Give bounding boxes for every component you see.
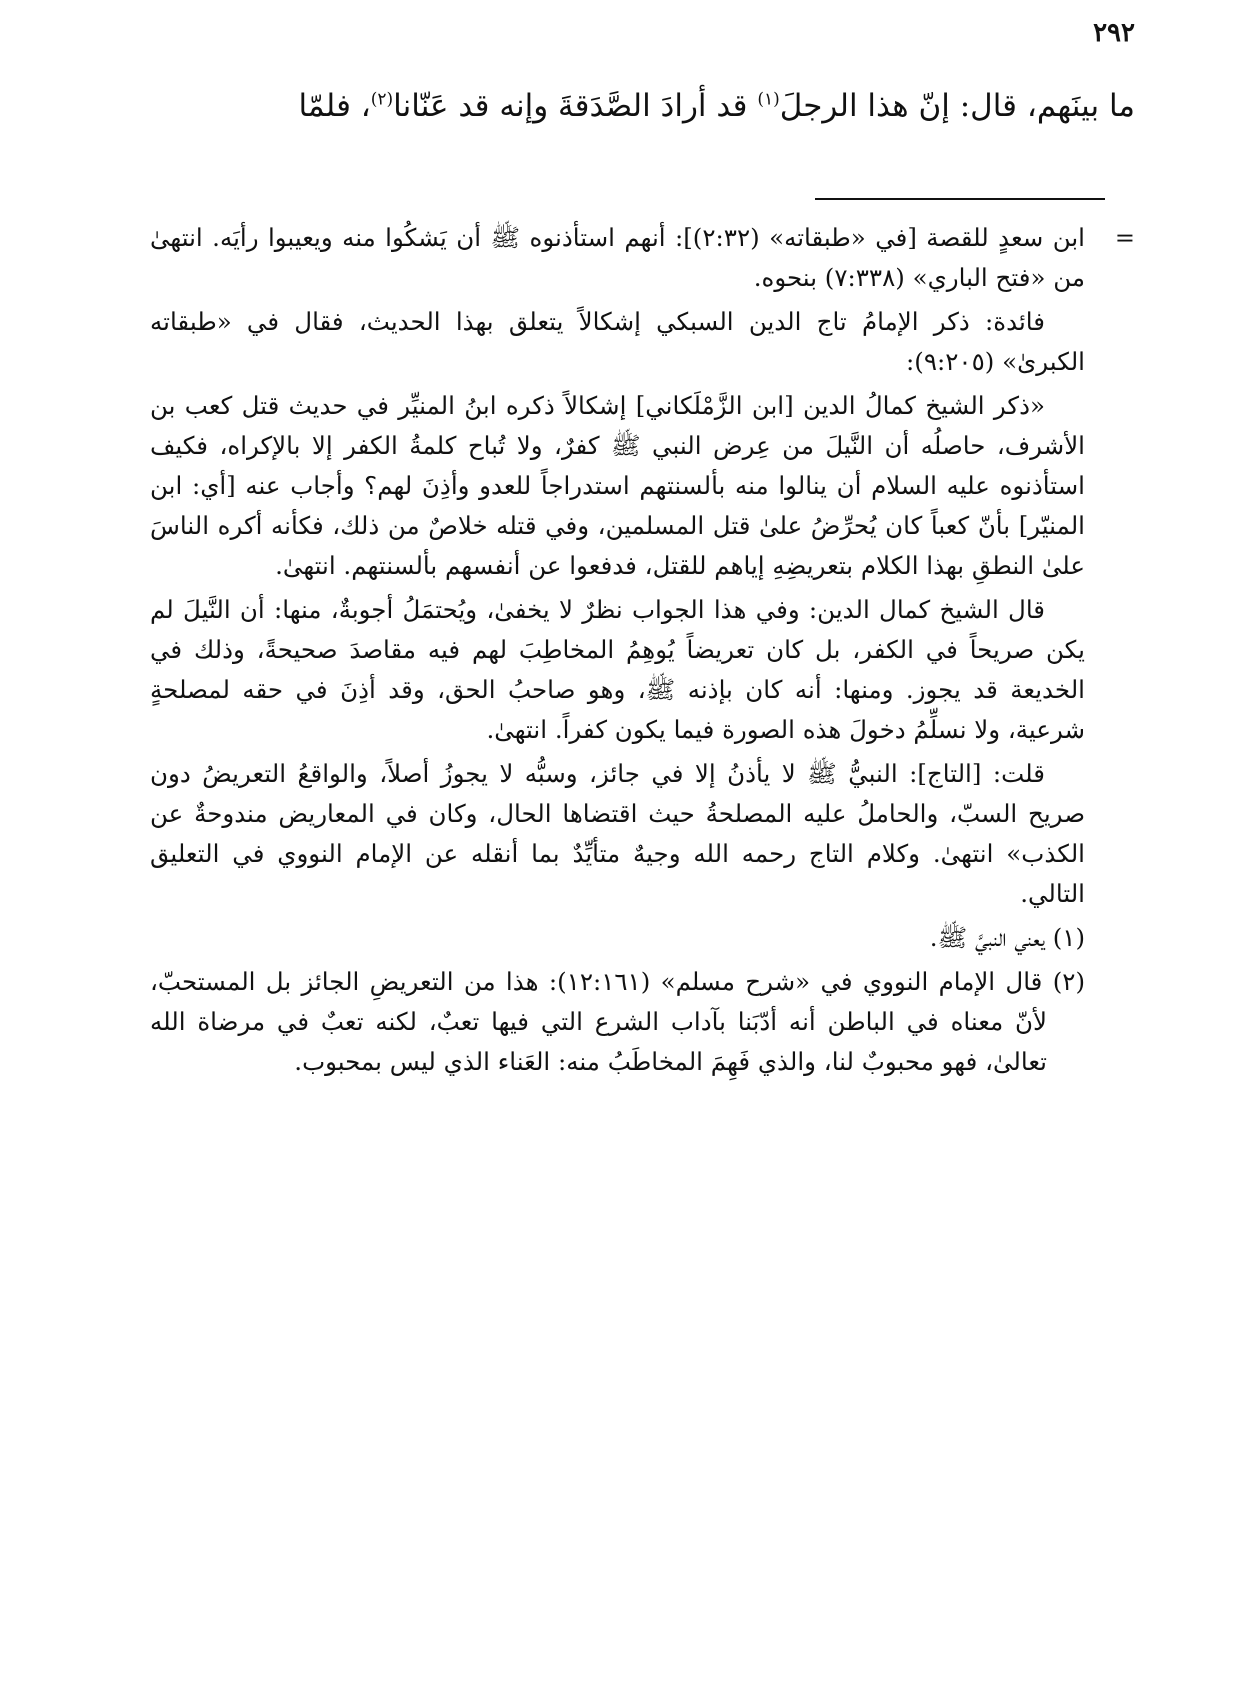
- footnote-2: (٢) قال الإمام النووي في «شرح مسلم» (١٢:١٦١): هذا من التعريضِ الجائز بل المستحبّ، لأنّ معناه في الباطن أنه أدّبَنا بآداب الشرع التي فيها تعبٌ، لكنه تعبٌ في مرضاة الله تعالىٰ، فهو محبوبٌ لنا، والذي فَهِمَ المخاطَبُ منه: العَناء الذي ليس بمحبوب.: [150, 967, 1086, 1076]
- page-number: ٢٩٢: [1093, 18, 1135, 48]
- continuation-mark: =: [1114, 224, 1135, 252]
- main-text-part-2: قد أرادَ الصَّدَقةَ وإنه قد عَنّانا: [393, 88, 758, 124]
- note-paragraph: ابن سعدٍ للقصة [في «طبقاته» (٢:٣٢)]: أنهم استأذنوه ﷺ أن يَشكُوا منه ويعيبوا رأيَه. انتهىٰ من «فتح الباري» (٧:٣٣٨) بنحوه.: [150, 223, 1085, 292]
- footnote-ref-1: (١): [757, 89, 780, 110]
- footnote-1: (١) يعني النبيَّ ﷺ.: [929, 923, 1085, 952]
- note-paragraph: «ذكر الشيخ كمالُ الدين [ابن الزَّمْلَكاني] إشكالاً ذكره ابنُ المنيِّر في حديث قتل كعب بن الأشرف، حاصلُه أن النَّيلَ من عِرض النبي ﷺ كفرٌ، ولا تُباح كلمةُ الكفر إلا بالإكراه، فكيف استأذنوه عليه السلام أن ينالوا منه بألسنتهم استدراجاً للعدو وأذِنَ لهم؟ وأجاب عنه [أي: ابن المنيّر] بأنّ كعباً كان يُحرِّضُ علىٰ قتل المسلمين، وفي قتله خلاصٌ من ذلك، فكأنه أكره الناسَ علىٰ النطقِ بهذا الكلام بتعريضِهِ إياهم للقتل، فدفعوا عن أنفسهم بألسنتهم. انتهىٰ.: [150, 391, 1085, 580]
- notes-section: [150, 218, 1135, 1086]
- note-paragraph: فائدة: ذكر الإمامُ تاج الدين السبكي إشكالاً يتعلق بهذا الحديث، فقال في «طبقاته الكبرىٰ» (٩:٢٠٥):: [150, 307, 1085, 376]
- main-text: [150, 82, 1135, 130]
- book-page: [150, 0, 1135, 1702]
- main-text-part-3: ، فلمّا: [298, 88, 371, 124]
- note-paragraph: قلت: [التاج]: النبيُّ ﷺ لا يأذنُ إلا في جائز، وسبُّه لا يجوزُ أصلاً، والواقعُ التعريضُ دون صريح السبّ، والحاملُ عليه المصلحةُ حيث اقتضاها الحال، وكان في المعاريض مندوحةٌ عن الكذب» انتهىٰ. وكلام التاج رحمه الله وجيهٌ متأيِّدٌ بما أنقله عن الإمام النووي في التعليق التالي.: [150, 759, 1085, 908]
- main-text-part-1: ما بينَهم، قال: إنّ هذا الرجلَ: [779, 88, 1135, 124]
- note-paragraph: قال الشيخ كمال الدين: وفي هذا الجواب نظرٌ لا يخفىٰ، ويُحتمَلُ أجوبةٌ، منها: أن النَّيلَ لم يكن صريحاً في الكفر، بل كان تعريضاً يُوهِمُ المخاطِبَ لهم فيه مقاصدَ صحيحةً، وذلك في الخديعة قد يجوز. ومنها: أنه كان بإذنه ﷺ، وهو صاحبُ الحق، وقد أذِنَ في حقه لمصلحةٍ شرعية، ولا نسلِّمُ دخولَ هذه الصورة فيما يكون كفراً. انتهىٰ.: [150, 595, 1085, 744]
- footnote-divider: [815, 198, 1105, 200]
- footnote-ref-2: (٢): [370, 89, 394, 110]
